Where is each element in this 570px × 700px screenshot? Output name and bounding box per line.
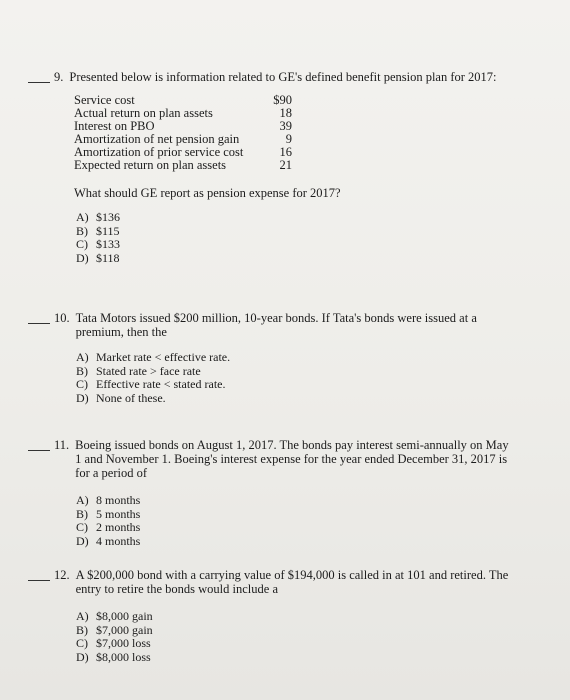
choice-text: 2 months bbox=[96, 520, 141, 534]
answer-choice[interactable] bbox=[76, 651, 548, 665]
question-12 bbox=[28, 568, 548, 664]
answer-blank[interactable] bbox=[28, 70, 50, 83]
answer-blank[interactable] bbox=[28, 438, 50, 451]
choice-letter: A) bbox=[76, 493, 89, 507]
pension-item-amount: 21 bbox=[279, 158, 292, 172]
choice-text: $7,000 loss bbox=[96, 636, 151, 650]
choice-letter: C) bbox=[76, 520, 88, 534]
choice-letter: A) bbox=[76, 350, 89, 364]
answer-choice[interactable] bbox=[76, 494, 548, 508]
question-10 bbox=[28, 311, 548, 405]
choice-text: $7,000 gain bbox=[96, 622, 153, 637]
choice-letter: B) bbox=[76, 223, 88, 238]
choice-text: Effective rate < stated rate. bbox=[96, 377, 226, 391]
pension-item-row bbox=[74, 159, 292, 172]
choice-text: $115 bbox=[96, 223, 120, 238]
choice-letter: C) bbox=[76, 237, 88, 251]
choice-letter: B) bbox=[76, 506, 88, 521]
question-number: 9. bbox=[54, 70, 64, 84]
pension-item-amount: 16 bbox=[279, 145, 292, 159]
question-number: 11. bbox=[54, 438, 70, 452]
question-9 bbox=[28, 70, 548, 265]
pension-item-amount: 9 bbox=[285, 132, 292, 146]
choice-letter: A) bbox=[76, 210, 89, 224]
pension-item-amount: $90 bbox=[273, 93, 292, 107]
pension-item-label: Actual return on plan assets bbox=[74, 106, 213, 120]
choice-text: 5 months bbox=[96, 506, 141, 521]
answer-choice[interactable] bbox=[76, 351, 548, 365]
choice-letter: D) bbox=[76, 649, 89, 664]
choice-letter: D) bbox=[76, 250, 89, 265]
choice-text: $136 bbox=[96, 210, 120, 224]
answer-choice[interactable] bbox=[76, 624, 548, 638]
answer-choice[interactable] bbox=[76, 535, 548, 549]
choice-letter: B) bbox=[76, 622, 88, 637]
choice-text: 4 months bbox=[96, 533, 141, 548]
answer-choice[interactable] bbox=[76, 225, 548, 239]
choice-letter: B) bbox=[76, 363, 88, 378]
answer-choice[interactable] bbox=[76, 378, 548, 392]
question-stem: Presented below is information related to GE's defined benefit pension plan for 2017: bbox=[69, 70, 497, 84]
question-number: 12. bbox=[54, 568, 70, 582]
answer-blank[interactable] bbox=[28, 311, 50, 324]
pension-item-label: Expected return on plan assets bbox=[74, 158, 227, 172]
pension-item-amount: 18 bbox=[279, 106, 292, 120]
answer-choice[interactable] bbox=[76, 252, 548, 266]
question-11 bbox=[28, 438, 548, 548]
question-stem: A $200,000 bond with a carrying value of $194,000 is called in at 101 and retired. The entry to retire the bonds would include a bbox=[75, 568, 509, 596]
answer-choice[interactable] bbox=[76, 521, 548, 535]
answer-choice[interactable] bbox=[76, 365, 548, 379]
choice-text: None of these. bbox=[96, 390, 166, 405]
choice-letter: D) bbox=[76, 390, 89, 405]
answer-choices bbox=[76, 351, 548, 405]
choice-text: Stated rate > face rate bbox=[96, 363, 201, 378]
pension-data-table bbox=[74, 94, 292, 172]
answer-choice[interactable] bbox=[76, 508, 548, 522]
question-10-header bbox=[28, 311, 548, 339]
choice-text: 8 months bbox=[96, 493, 141, 507]
answer-choice[interactable] bbox=[76, 238, 548, 252]
answer-choices bbox=[76, 610, 548, 664]
answer-choice[interactable] bbox=[76, 211, 548, 225]
answer-choice[interactable] bbox=[76, 610, 548, 624]
choice-letter: C) bbox=[76, 377, 88, 391]
question-number: 10. bbox=[54, 311, 70, 325]
choice-letter: A) bbox=[76, 609, 89, 623]
choice-letter: D) bbox=[76, 533, 89, 548]
answer-choices bbox=[76, 211, 548, 265]
question-11-header bbox=[28, 438, 548, 480]
question-stem: Boeing issued bonds on August 1, 2017. The bonds pay interest semi-annually on May 1 and November 1. Boeing's interest expense for the year ended December 31, 2017 is for a period of bbox=[75, 438, 509, 480]
pension-item-label: Service cost bbox=[74, 93, 135, 107]
pension-item-label: Amortization of net pension gain bbox=[74, 132, 240, 146]
pension-item-amount: 39 bbox=[279, 119, 292, 133]
question-12-header bbox=[28, 568, 548, 596]
choice-text: $8,000 gain bbox=[96, 609, 153, 623]
pension-item-label: Interest on PBO bbox=[74, 119, 155, 133]
question-9-header bbox=[28, 70, 548, 84]
choice-text: $133 bbox=[96, 237, 120, 251]
choice-text: Market rate < effective rate. bbox=[96, 350, 231, 364]
answer-choice[interactable] bbox=[76, 392, 548, 406]
choice-letter: C) bbox=[76, 636, 88, 650]
question-prompt: What should GE report as pension expense for 2017? bbox=[74, 186, 341, 200]
choice-text: $8,000 loss bbox=[96, 649, 151, 664]
choice-text: $118 bbox=[96, 250, 120, 265]
question-stem: Tata Motors issued $200 million, 10-year bonds. If Tata's bonds were issued at a premium, then the bbox=[75, 311, 477, 339]
answer-blank[interactable] bbox=[28, 568, 50, 581]
answer-choice[interactable] bbox=[76, 637, 548, 651]
answer-choices bbox=[76, 494, 548, 548]
pension-item-label: Amortization of prior service cost bbox=[74, 145, 244, 159]
